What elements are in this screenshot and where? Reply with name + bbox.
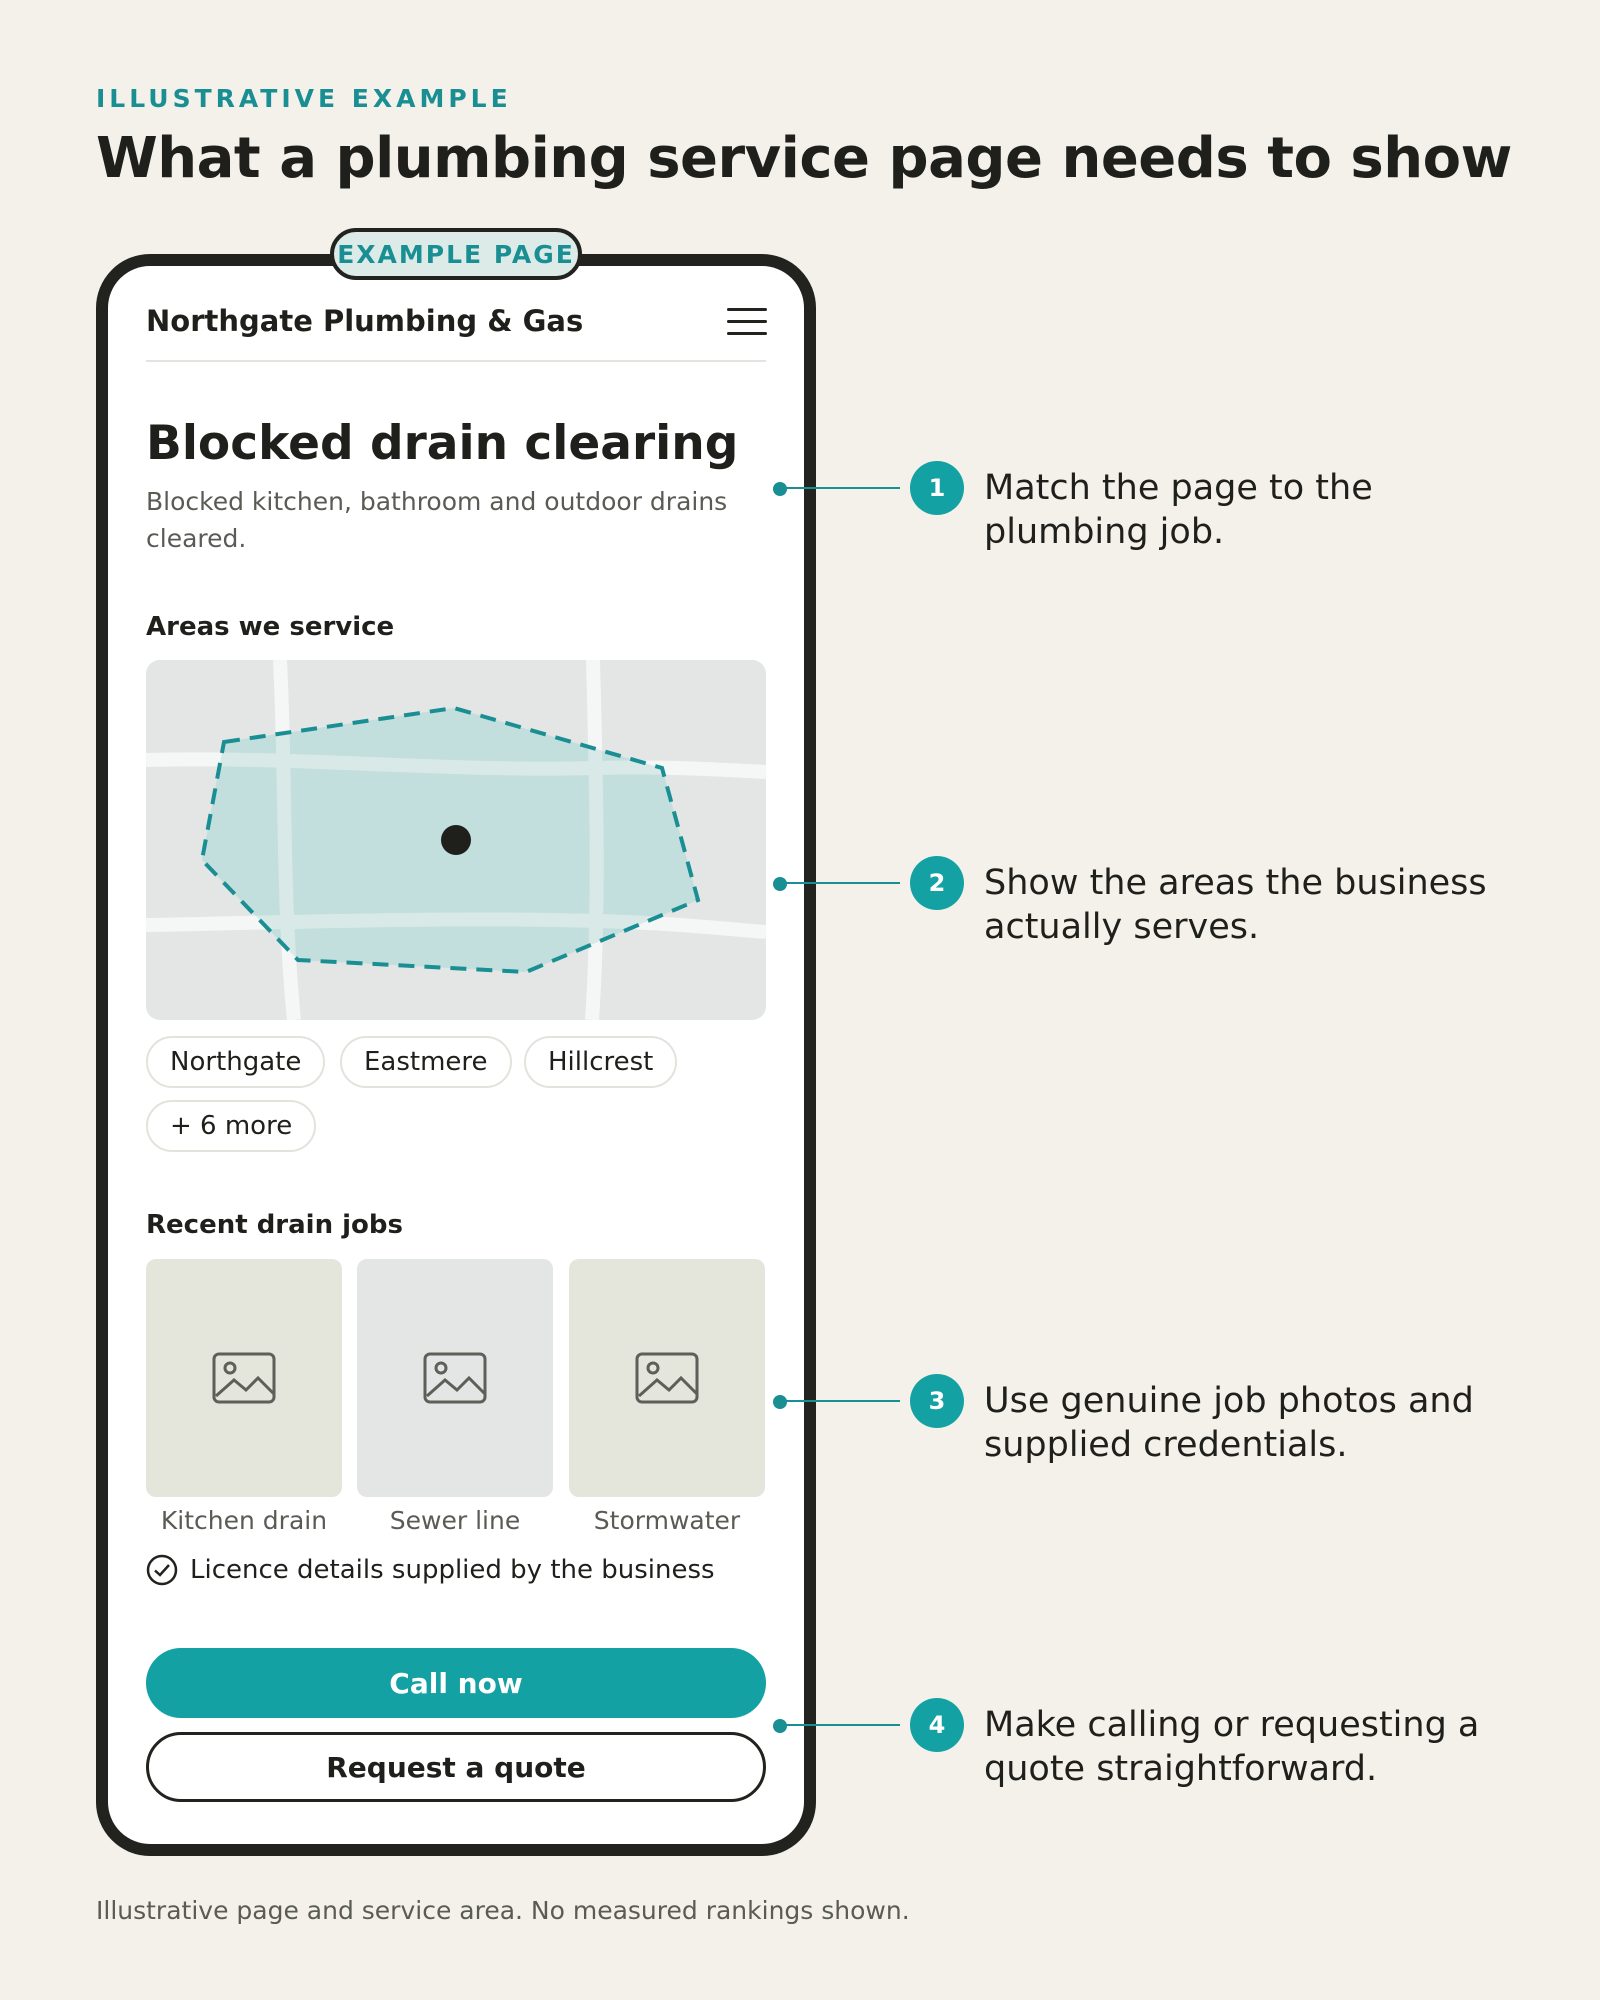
callout-text: Use genuine job photos and supplied credentials. bbox=[984, 1381, 1474, 1465]
licence-text: Licence details supplied by the business bbox=[190, 1555, 715, 1585]
licence-note bbox=[146, 1554, 715, 1586]
more-areas-chip[interactable]: + 6 more bbox=[146, 1100, 316, 1152]
job-photo[interactable] bbox=[146, 1259, 342, 1497]
callout-text: Match the page to the plumbing job. bbox=[984, 468, 1373, 552]
brand-name[interactable]: Northgate Plumbing & Gas bbox=[146, 304, 584, 338]
example-page-tag: EXAMPLE PAGE bbox=[330, 228, 582, 280]
callout-number-badge: 3 bbox=[910, 1374, 964, 1428]
jobs-label: Recent drain jobs bbox=[146, 1210, 404, 1240]
callout-dot bbox=[773, 877, 787, 891]
callout-dot bbox=[773, 482, 787, 496]
main-title: What a plumbing service page needs to show bbox=[96, 126, 1512, 191]
image-placeholder-icon bbox=[635, 1352, 699, 1404]
callout-text: Make calling or requesting a quote straightforward. bbox=[984, 1705, 1480, 1789]
callout-number-badge: 1 bbox=[910, 461, 964, 515]
job-photo-caption: Stormwater bbox=[593, 1506, 741, 1535]
callout-number-badge: 2 bbox=[910, 856, 964, 910]
callout-number-badge: 4 bbox=[910, 1698, 964, 1752]
service-area-map bbox=[146, 660, 766, 1020]
image-placeholder-icon bbox=[212, 1352, 276, 1404]
callout-connector bbox=[776, 487, 900, 489]
area-chip[interactable]: Northgate bbox=[146, 1036, 325, 1088]
call-now-button[interactable]: Call now bbox=[146, 1648, 766, 1718]
footnote: Illustrative page and service area. No measured rankings shown. bbox=[96, 1896, 910, 1925]
callout-dot bbox=[773, 1719, 787, 1733]
job-photo[interactable] bbox=[357, 1259, 553, 1497]
callout-dot bbox=[773, 1395, 787, 1409]
callout-connector bbox=[776, 882, 900, 884]
hamburger-menu-icon[interactable] bbox=[727, 308, 767, 336]
request-quote-button[interactable]: Request a quote bbox=[146, 1732, 766, 1802]
job-photo-caption: Sewer line bbox=[389, 1506, 521, 1535]
service-subheading: Blocked kitchen, bathroom and outdoor drains cleared. bbox=[146, 487, 728, 553]
header-divider bbox=[146, 360, 766, 362]
check-circle-icon bbox=[146, 1554, 178, 1586]
job-photo-caption: Kitchen drain bbox=[160, 1506, 328, 1535]
service-heading: Blocked drain clearing bbox=[146, 416, 739, 471]
job-photo[interactable] bbox=[569, 1259, 765, 1497]
area-chip[interactable]: Eastmere bbox=[340, 1036, 512, 1088]
business-location-marker bbox=[441, 825, 471, 855]
area-chip[interactable]: Hillcrest bbox=[524, 1036, 677, 1088]
eyebrow-label: ILLUSTRATIVE EXAMPLE bbox=[96, 84, 512, 113]
callout-text: Show the areas the business actually serves. bbox=[984, 863, 1487, 947]
callout-connector bbox=[776, 1724, 900, 1726]
callout-connector bbox=[776, 1400, 900, 1402]
image-placeholder-icon bbox=[423, 1352, 487, 1404]
areas-label: Areas we service bbox=[146, 612, 395, 642]
